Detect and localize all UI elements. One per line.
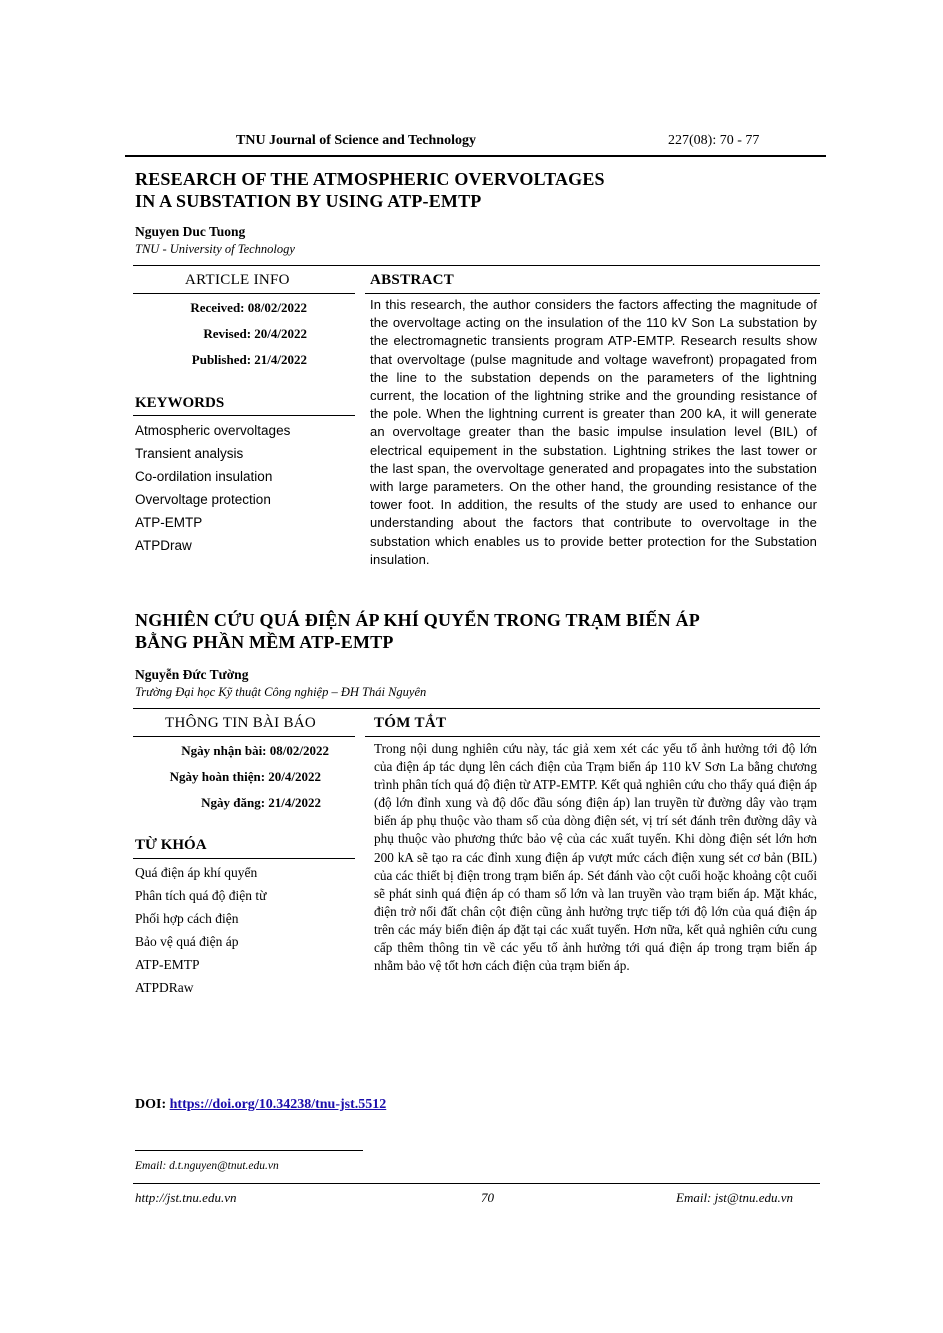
info-rule-en [133, 293, 355, 294]
keywords-heading-vi: TỪ KHÓA [135, 837, 207, 853]
keyword-item: Quá điện áp khí quyển [135, 865, 258, 880]
keywords-list-vi [135, 865, 266, 1003]
keyword-item: Phối hợp cách điện [135, 911, 239, 926]
keyword-item: ATPDRaw [135, 980, 194, 995]
doi-link[interactable]: https://doi.org/10.34238/tnu-jst.5512 [169, 1097, 387, 1112]
dates-vi [135, 743, 329, 821]
keyword-item: ATPDraw [135, 538, 192, 553]
footer-email[interactable]: Email: jst@tnu.edu.vn [676, 1190, 794, 1205]
footnote-rule [135, 1150, 363, 1151]
section-rule-top-en [133, 265, 820, 266]
keyword-item: Atmospheric overvoltages [135, 423, 291, 438]
keyword-item: Transient analysis [135, 446, 244, 461]
title-en-line2: IN A SUBSTATION BY USING ATP-EMTP [135, 191, 482, 211]
info-rule-vi [133, 736, 355, 737]
title-vi-line2: BẰNG PHẦN MỀM ATP-EMTP [135, 632, 394, 652]
keywords-list-en [135, 423, 290, 561]
author-en: Nguyen Duc Tuong [135, 224, 246, 239]
abstract-text-en: In this research, the author considers the factors affecting the magnitude of the overvoltage acting on the insulation of the 110 kV Son La substation by the electromagnetic transients program ATP-EMTP. Research results show that overvoltage (pulse magnitude and voltage wavefront) propagated from the line to the substation depends on the parameters of the lightning current, the location of the lightning strike and the grounding resistance of the pole. When the lightning current is greater than 200 kA, it will generate an overvoltage greater than the basic impulse insulation level (BIL) of electrical equipement in the substation. Lightning strikes the last tower or the last span, the overvoltage generated and propagates into the substation with large parameters. On the other hand, the grounding resistance of the tower foot. In addition, the results of the study are used to enhance our understanding about the factors that contribute to overvoltage in the substation which enables us to provide better protection for the Substation insulation. [370, 297, 817, 567]
page-number: 70 [481, 1190, 494, 1205]
paper-title-en [135, 168, 605, 212]
journal-name: TNU Journal of Science and Technology [236, 133, 476, 148]
article-info-heading-vi: THÔNG TIN BÀI BÁO [165, 715, 317, 731]
abstract-rule-en [365, 293, 820, 294]
published-date-en: Published: 21/4/2022 [191, 352, 307, 367]
header-rule [125, 155, 826, 157]
revised-date-en: Revised: 20/4/2022 [203, 326, 307, 341]
abstract-heading-en: ABSTRACT [370, 272, 455, 288]
received-date-en: Received: 08/02/2022 [190, 300, 307, 315]
affiliation-en: TNU - University of Technology [135, 242, 295, 256]
published-date-vi: Ngày đăng: 21/4/2022 [201, 795, 321, 810]
author-vi: Nguyễn Đức Tường [135, 667, 249, 682]
paper-title-vi [135, 609, 700, 653]
footer-website[interactable]: http://jst.tnu.edu.vn [135, 1190, 237, 1205]
author-email-footnote: Email: d.t.nguyen@tnut.edu.vn [135, 1160, 279, 1172]
footer-rule [133, 1183, 820, 1184]
keywords-rule-vi [133, 858, 355, 859]
issue-pages: 227(08): 70 - 77 [668, 133, 760, 148]
received-date-vi: Ngày nhận bài: 08/02/2022 [181, 743, 329, 758]
title-en-line1: RESEARCH OF THE ATMOSPHERIC OVERVOLTAGES [135, 169, 605, 189]
doi-label: DOI: [135, 1097, 167, 1112]
keywords-heading-en: KEYWORDS [135, 395, 225, 411]
section-rule-top-vi [133, 708, 820, 709]
article-info-heading-en: ARTICLE INFO [185, 272, 290, 288]
keyword-item: Overvoltage protection [135, 492, 271, 507]
doi-line [135, 1097, 386, 1113]
abstract-heading-vi: TÓM TẮT [374, 715, 447, 731]
keyword-item: Co-ordilation insulation [135, 469, 273, 484]
revised-date-vi: Ngày hoàn thiện: 20/4/2022 [169, 769, 321, 784]
dates-en [135, 300, 307, 378]
keywords-rule-en [133, 415, 355, 416]
keyword-item: Phân tích quá độ điện từ [135, 888, 267, 903]
keyword-item: ATP-EMTP [135, 957, 200, 972]
affiliation-vi: Trường Đại học Kỹ thuật Công nghiệp – ĐH Thái Nguyên [135, 685, 427, 699]
keyword-item: ATP-EMTP [135, 515, 203, 530]
abstract-rule-vi [365, 736, 820, 737]
keyword-item: Bảo vệ quá điện áp [135, 934, 239, 949]
title-vi-line1: NGHIÊN CỨU QUÁ ĐIỆN ÁP KHÍ QUYỂN TRONG TRẠM BIẾN ÁP [135, 610, 700, 630]
abstract-text-vi: Trong nội dung nghiên cứu này, tác giả xem xét các yếu tố ảnh hưởng tới độ lớn của điện áp tác dụng lên cách điện của Trạm biến áp 110 kV Sơn La bằng chương trình phân tích quá độ điện từ ATP-EMTP. Kết quả nghiên cứu cho thấy quá điện áp (độ lớn đỉnh xung và độ dốc đầu sóng điện áp) lan truyền từ đường dây vào trạm biến áp phụ thuộc vào tham số của dòng điện sét, vị trí sét đánh trên đường dây và phụ thuộc vào phương thức bảo vệ của các xuất tuyến. Khi dòng điện sét lớn hơn 200 kA sẽ tạo ra các đỉnh xung điện áp vượt mức cách điện xung sét cơ bản (BIL) của các thiết bị điện trong trạm biến áp. Sét đánh vào cột cuối hoặc khoảng cột cuối sẽ phát sinh quá điện áp có tham số lớn và lan truyền vào trạm biến áp. Mặt khác, điện trở nối đất chân cột điện cũng ảnh hưởng trực tiếp tới độ lớn của quá điện áp trên các máy biến điện áp đặt tại các xuất tuyến. Hơn nữa, kết quả nghiên cứu cung cấp thêm thông tin về các yếu tố ảnh hưởng tới quá điện áp trong trạm biến áp nhằm bảo vệ tốt hơn cách điện của trạm biến áp. [374, 741, 817, 974]
